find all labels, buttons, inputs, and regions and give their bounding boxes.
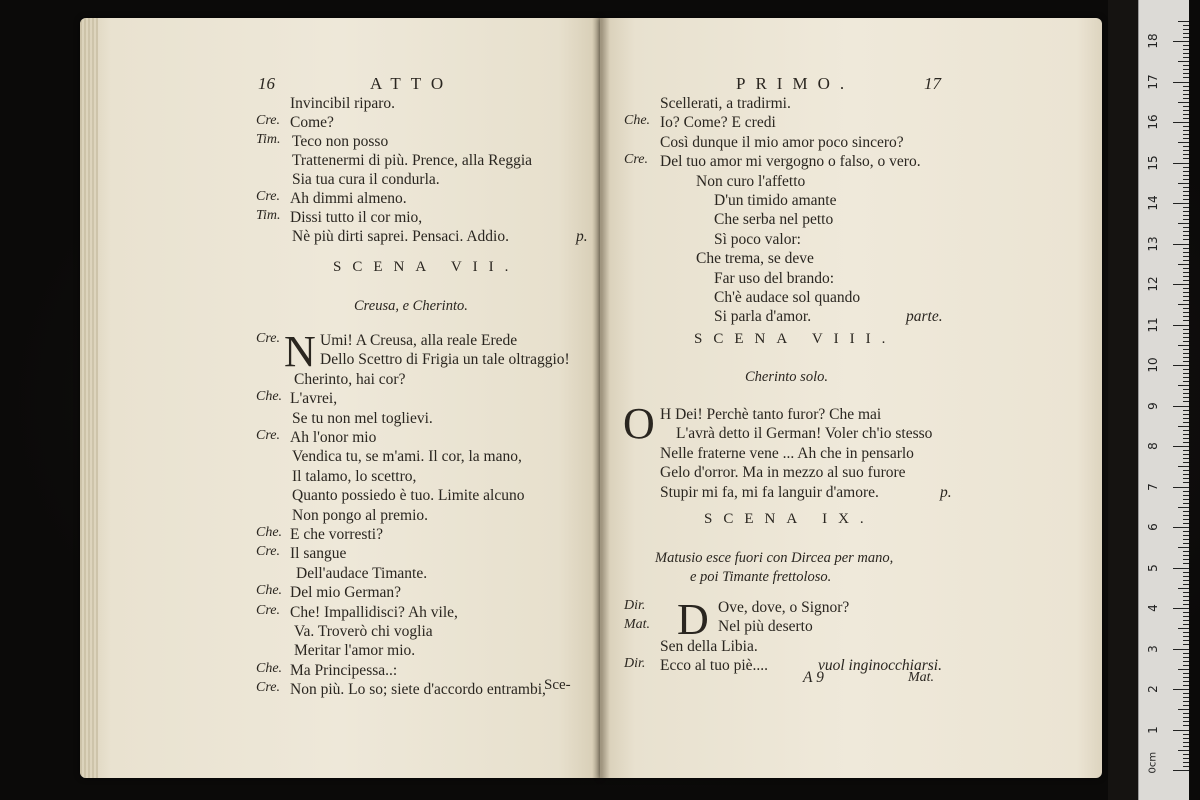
- ruler-number: 16: [1146, 114, 1160, 130]
- ruler-tick: [1183, 551, 1189, 552]
- ruler-tick: [1173, 730, 1189, 731]
- catchword-right: Mat.: [908, 670, 935, 685]
- verse-line: Sì poco valor:: [714, 230, 801, 248]
- ruler-tick: [1183, 333, 1189, 334]
- verse-line: D'un timido amante: [714, 192, 837, 209]
- ruler-tick: [1183, 584, 1189, 585]
- ruler-tick: [1183, 482, 1189, 483]
- ruler-tick: [1183, 653, 1189, 654]
- book-gutter: [592, 18, 610, 778]
- ruler-tick: [1183, 288, 1189, 289]
- ruler-tick: [1183, 478, 1189, 479]
- ruler-tick: [1178, 709, 1189, 710]
- stage-direction: vuol inginocchiarsi.: [818, 657, 942, 675]
- ruler-tick: [1183, 397, 1189, 398]
- ruler-tick: [1183, 717, 1189, 718]
- ruler-number: 6: [1146, 523, 1160, 531]
- verse-line: Cherinto, hai cor?: [294, 370, 406, 388]
- stage-direction: parte.: [906, 308, 943, 326]
- verse-line: L'avrei,: [290, 390, 338, 408]
- ruler-tick: [1183, 219, 1189, 220]
- scene-heading-viii: SCENA VIII.: [694, 331, 897, 347]
- ruler-tick: [1183, 539, 1189, 540]
- ruler-tick: [1183, 563, 1189, 564]
- ruler-tick: [1183, 361, 1189, 362]
- ruler-tick: [1183, 90, 1189, 91]
- speaker-label: Che.: [624, 113, 651, 129]
- ruler-number: 18: [1146, 33, 1160, 49]
- ruler-tick: [1183, 746, 1189, 747]
- ruler-number: 1: [1146, 725, 1160, 734]
- ruler-tick: [1183, 677, 1189, 678]
- ruler-tick: [1183, 580, 1189, 581]
- verse-line: Che serba nel petto: [714, 211, 834, 229]
- ruler-tick: [1183, 98, 1189, 99]
- ruler-tick: [1183, 65, 1189, 66]
- ruler-tick: [1183, 499, 1189, 500]
- ruler-number: 3: [1146, 644, 1160, 653]
- ruler-tick: [1183, 604, 1189, 605]
- ruler-tick: [1183, 519, 1189, 520]
- ruler-tick: [1183, 57, 1189, 58]
- ruler-tick: [1183, 252, 1189, 253]
- ruler-tick: [1183, 620, 1189, 621]
- ruler-tick: [1183, 713, 1189, 714]
- ruler-tick: [1183, 503, 1189, 504]
- ruler-tick: [1178, 304, 1189, 305]
- scene-heading-vii: SCENA VII.: [333, 259, 520, 275]
- ruler-tick: [1183, 199, 1189, 200]
- ruler-number: 17: [1146, 73, 1160, 90]
- speaker-label: Cre.: [256, 602, 280, 618]
- verse-line: Va. Troverò chi voglia: [294, 623, 433, 640]
- ruler-tick: [1183, 616, 1189, 617]
- ruler-tick: [1183, 572, 1189, 573]
- ruler-number: 12: [1146, 276, 1160, 292]
- ruler-tick: [1183, 705, 1189, 706]
- verse-line: Nè più dirti saprei. Pensaci. Addio.: [292, 228, 509, 245]
- speaker-label: Che.: [256, 660, 283, 676]
- ruler-tick: [1173, 41, 1189, 42]
- ruler-tick: [1183, 515, 1189, 516]
- ruler-tick: [1178, 345, 1189, 346]
- ruler-tick: [1173, 82, 1189, 83]
- ruler-tick: [1173, 568, 1189, 569]
- ruler-tick: [1183, 353, 1189, 354]
- ruler-tick: [1183, 734, 1189, 735]
- verse-line: E che vorresti?: [290, 526, 383, 543]
- ruler-tick: [1183, 721, 1189, 722]
- ruler-tick: [1183, 414, 1189, 415]
- verse-line: Invincibil riparo.: [290, 95, 396, 112]
- ruler-tick: [1183, 644, 1189, 645]
- scene-persons-vii: Creusa, e Cherinto.: [354, 298, 468, 314]
- speaker-label: Dir.: [624, 656, 646, 672]
- page-number-right: 17: [924, 74, 941, 93]
- ruler-tick: [1183, 401, 1189, 402]
- verse-line: Ah l'onor mio: [290, 429, 377, 446]
- ruler-tick: [1183, 693, 1189, 694]
- verse-line: Trattenermi di più. Prence, alla Reggia: [292, 152, 533, 169]
- ruler-tick: [1183, 495, 1189, 496]
- ruler-tick: [1183, 227, 1189, 228]
- ruler-tick: [1173, 689, 1189, 690]
- ruler-tick: [1178, 628, 1189, 629]
- ruler-tick: [1183, 207, 1189, 208]
- speaker-label: Cre.: [256, 544, 280, 560]
- ruler-tick: [1183, 239, 1189, 240]
- ruler-tick: [1173, 487, 1189, 488]
- ruler-tick: [1183, 29, 1189, 30]
- ruler-tick: [1178, 507, 1189, 508]
- catchword-left: Sce-: [544, 677, 571, 693]
- ruler-tick: [1178, 669, 1189, 670]
- ruler-tick: [1183, 256, 1189, 257]
- ruler-tick: [1183, 175, 1189, 176]
- speaker-label: Cre.: [256, 428, 280, 443]
- ruler-number: 15: [1146, 154, 1160, 171]
- ruler-tick: [1183, 377, 1189, 378]
- speaker-label: Cre.: [256, 189, 280, 204]
- ruler-tick: [1183, 665, 1189, 666]
- ruler-tick: [1183, 73, 1189, 74]
- ruler-number: 10: [1146, 357, 1160, 373]
- ruler-number: 5: [1146, 563, 1160, 572]
- ruler-tick: [1183, 701, 1189, 702]
- ruler-tick: [1183, 458, 1189, 459]
- speaker-label: Che.: [256, 525, 283, 540]
- verse-line: Ecco al tuo piè....: [660, 657, 769, 675]
- ruler-tick: [1183, 418, 1189, 419]
- verse-line: Nelle fraterne vene ... Ah che in pensarlo: [660, 444, 914, 462]
- ruler-tick: [1183, 280, 1189, 281]
- ruler-tick: [1173, 365, 1189, 366]
- ruler-tick: [1178, 21, 1189, 22]
- ruler-tick: [1183, 422, 1189, 423]
- ruler-tick: [1183, 211, 1189, 212]
- ruler-tick: [1183, 470, 1189, 471]
- ruler-tick: [1183, 430, 1189, 431]
- ruler-tick: [1183, 454, 1189, 455]
- page-edge: [80, 18, 98, 778]
- ruler-tick: [1173, 527, 1189, 528]
- ruler-tick: [1183, 296, 1189, 297]
- ruler-tick: [1173, 122, 1189, 123]
- speaker-label: Tim.: [256, 132, 281, 147]
- verse-line: Nel più deserto: [718, 618, 813, 636]
- signature-mark: A 9: [803, 669, 824, 686]
- ruler-tick: [1183, 697, 1189, 698]
- verse-line: Sen della Libia.: [660, 637, 758, 655]
- ruler-tick: [1178, 588, 1189, 589]
- stage-direction: p.: [940, 483, 952, 501]
- verse-line: Teco non posso: [292, 133, 389, 150]
- verse-line: Far uso del brando:: [714, 269, 835, 287]
- dropcap-n: N: [284, 327, 316, 376]
- ruler-number: 4: [1146, 604, 1160, 612]
- ruler-tick: [1183, 592, 1189, 593]
- ruler-tick: [1183, 158, 1189, 159]
- verse-line: Non più. Lo so; siete d'accordo entrambi,: [290, 681, 546, 699]
- verse-line: Vendica tu, se m'ami. Il cor, la mano,: [292, 448, 522, 466]
- ruler-tick: [1183, 53, 1189, 54]
- speaker-label: Cre.: [256, 680, 280, 696]
- ruler-tick: [1183, 766, 1189, 767]
- ruler-tick: [1173, 406, 1189, 407]
- ruler-number: 13: [1146, 235, 1160, 252]
- ruler-tick: [1173, 608, 1189, 609]
- speaker-label: Cre.: [256, 113, 280, 128]
- ruler-tick: [1173, 203, 1189, 204]
- ruler-tick: [1178, 61, 1189, 62]
- page-number-left: 16: [258, 74, 275, 93]
- ruler-tick: [1183, 114, 1189, 115]
- ruler-tick: [1183, 762, 1189, 763]
- ruler-tick: [1183, 179, 1189, 180]
- ruler-tick: [1178, 183, 1189, 184]
- ruler-tick: [1183, 25, 1189, 26]
- ruler-tick: [1183, 555, 1189, 556]
- ruler-tick: [1183, 316, 1189, 317]
- running-head-right: PRIMO.: [736, 74, 855, 93]
- ruler-number: 14: [1146, 195, 1160, 211]
- verse-line: Non pongo al premio.: [292, 506, 429, 524]
- verse-line: H Dei! Perchè tanto furor? Che mai: [660, 406, 882, 423]
- verse-line: Del tuo amor mi vergogno o falso, o vero.: [660, 153, 921, 171]
- ruler-tick: [1183, 337, 1189, 338]
- ruler-tick: [1183, 150, 1189, 151]
- ruler-tick: [1183, 272, 1189, 273]
- verse-line: Gelo d'orror. Ma in mezzo al suo furore: [660, 464, 906, 482]
- ruler-tick: [1183, 389, 1189, 390]
- verse-line: L'avrà detto il German! Voler ch'io stesso: [676, 425, 933, 443]
- scene-persons-ix-2: e poi Timante frettoloso.: [690, 569, 832, 585]
- verse-line: Ah dimmi almeno.: [290, 190, 407, 207]
- ruler-tick: [1183, 349, 1189, 350]
- ruler-tick: [1183, 45, 1189, 46]
- ruler-tick: [1178, 264, 1189, 265]
- speaker-label: Che.: [256, 583, 283, 599]
- ruler-tick: [1183, 77, 1189, 78]
- ruler-tick: [1183, 632, 1189, 633]
- verse-line: Meritar l'amor mio.: [294, 642, 416, 660]
- ruler-tick: [1183, 276, 1189, 277]
- ruler-tick: [1183, 754, 1189, 755]
- verse-line: Non curo l'affetto: [696, 172, 806, 190]
- ruler-tick: [1183, 69, 1189, 70]
- ruler-tick: [1183, 37, 1189, 38]
- verse-line: Dell'audace Timante.: [296, 564, 428, 582]
- verse-line: Ove, dove, o Signor?: [718, 599, 850, 616]
- ruler-tick: [1183, 33, 1189, 34]
- ruler-tick: [1173, 446, 1189, 447]
- ruler-tick: [1183, 535, 1189, 536]
- ruler-tick: [1178, 223, 1189, 224]
- verse-line: Dissi tutto il cor mio,: [290, 209, 423, 226]
- ruler-tick: [1178, 466, 1189, 467]
- ruler-tick: [1183, 106, 1189, 107]
- ruler-tick: [1183, 373, 1189, 374]
- ruler-tick: [1183, 312, 1189, 313]
- speaker-label: Mat.: [624, 617, 651, 633]
- ruler-tick: [1173, 325, 1189, 326]
- speaker-label: Che.: [256, 389, 283, 405]
- verse-line: Quanto possiedo è tuo. Limite alcuno: [292, 487, 525, 505]
- verse-line: Come?: [290, 114, 334, 131]
- verse-line: Dello Scettro di Frigia un tale oltraggio!: [320, 351, 570, 369]
- ruler-tick: [1178, 385, 1189, 386]
- ruler-tick: [1183, 511, 1189, 512]
- ruler-tick: [1183, 438, 1189, 439]
- verse-line: Che trema, se deve: [696, 250, 814, 268]
- scene-persons-ix-1: Matusio esce fuori con Dircea per mano,: [655, 550, 894, 566]
- ruler-tick: [1183, 673, 1189, 674]
- ruler-tick: [1183, 450, 1189, 451]
- ruler-tick: [1183, 86, 1189, 87]
- ruler-tick: [1183, 523, 1189, 524]
- ruler-tick: [1183, 410, 1189, 411]
- ruler-tick: [1173, 163, 1189, 164]
- ruler-tick: [1183, 134, 1189, 135]
- verse-line: Ma Principessa..:: [290, 661, 398, 679]
- ruler-tick: [1183, 329, 1189, 330]
- ruler-tick: [1178, 142, 1189, 143]
- ruler-tick: [1183, 231, 1189, 232]
- dropcap-d: D: [677, 595, 709, 644]
- verse-line: Se tu non mel toglievi.: [292, 409, 433, 427]
- stage-direction: p.: [576, 228, 588, 245]
- ruler-tick: [1173, 284, 1189, 285]
- ruler-tick: [1183, 195, 1189, 196]
- ruler-tick: [1183, 661, 1189, 662]
- ruler-tick: [1183, 543, 1189, 544]
- verse-line: Il talamo, lo scettro,: [292, 467, 417, 485]
- ruler-tick: [1183, 636, 1189, 637]
- ruler-number: 11: [1146, 316, 1160, 333]
- ruler-tick: [1183, 110, 1189, 111]
- ruler-tick: [1183, 681, 1189, 682]
- ruler-tick: [1183, 531, 1189, 532]
- ruler-tick: [1183, 320, 1189, 321]
- ruler-tick: [1183, 49, 1189, 50]
- ruler-tick: [1183, 191, 1189, 192]
- verse-line: Del mio German?: [290, 584, 402, 602]
- dropcap-o: O: [623, 399, 655, 448]
- ruler-tick: [1183, 292, 1189, 293]
- ruler-tick: [1183, 138, 1189, 139]
- ruler-tick: [1183, 742, 1189, 743]
- ruler-tick: [1183, 491, 1189, 492]
- ruler-tick: [1173, 244, 1189, 245]
- ruler-number: 9: [1146, 401, 1160, 410]
- ruler-unit-label: 0cm: [1147, 751, 1159, 774]
- ruler-tick: [1183, 187, 1189, 188]
- ruler-tick: [1183, 300, 1189, 301]
- ruler-tick: [1183, 657, 1189, 658]
- ruler-tick: [1183, 126, 1189, 127]
- verse-line: Stupir mi fa, mi fa languir d'amore.: [660, 483, 879, 501]
- ruler-tick: [1183, 130, 1189, 131]
- ruler-tick: [1183, 369, 1189, 370]
- ruler-tick: [1173, 649, 1189, 650]
- ruler-number: 7: [1146, 482, 1160, 491]
- ruler-tick: [1183, 215, 1189, 216]
- ruler-tick: [1183, 685, 1189, 686]
- ruler-tick: [1183, 434, 1189, 435]
- ruler-tick: [1178, 426, 1189, 427]
- verse-line: Ch'è audace sol quando: [714, 289, 861, 306]
- scene-persons-viii: Cherinto solo.: [745, 369, 828, 385]
- ruler-tick: [1183, 341, 1189, 342]
- ruler-tick: [1183, 94, 1189, 95]
- ruler-tick: [1183, 146, 1189, 147]
- ruler-tick: [1183, 268, 1189, 269]
- verse-line: Io? Come? E credi: [660, 114, 776, 132]
- ruler-tick: [1183, 758, 1189, 759]
- ruler-tick: [1183, 738, 1189, 739]
- ruler-tick: [1183, 624, 1189, 625]
- ruler-tick: [1183, 596, 1189, 597]
- ruler-tick: [1183, 357, 1189, 358]
- ruler-tick: [1183, 462, 1189, 463]
- ruler-tick: [1183, 171, 1189, 172]
- ruler-tick: [1178, 547, 1189, 548]
- ruler-tick: [1183, 612, 1189, 613]
- ruler-tick: [1178, 102, 1189, 103]
- ruler-tick: [1183, 725, 1189, 726]
- ruler-tick: [1183, 442, 1189, 443]
- ruler-number: 2: [1146, 685, 1160, 693]
- running-head-left: ATTO: [370, 74, 454, 93]
- verse-line: Che! Impallidisci? Ah vile,: [290, 603, 458, 621]
- ruler-tick: [1183, 576, 1189, 577]
- speaker-label: Tim.: [256, 208, 281, 223]
- ruler-tick: [1183, 600, 1189, 601]
- speaker-label: Cre.: [624, 152, 648, 168]
- ruler-tick: [1183, 559, 1189, 560]
- speaker-label: Cre.: [256, 331, 280, 346]
- ruler-tick: [1183, 260, 1189, 261]
- verse-line: Così dunque il mio amor poco sincero?: [660, 133, 904, 151]
- ruler-tick: [1183, 640, 1189, 641]
- ruler-tick: [1178, 750, 1189, 751]
- ruler-tick: [1183, 308, 1189, 309]
- ruler-tick: [1183, 167, 1189, 168]
- verse-line: Umi! A Creusa, alla reale Erede: [320, 332, 518, 349]
- verse-line: Si parla d'amor.: [714, 308, 812, 326]
- ruler-tick: [1173, 770, 1189, 771]
- ruler-number: 8: [1146, 442, 1160, 450]
- background-cloth: [1108, 0, 1138, 800]
- ruler-tick: [1183, 248, 1189, 249]
- verse-line: Il sangue: [290, 545, 347, 563]
- ruler-tick: [1183, 154, 1189, 155]
- ruler-tick: [1183, 381, 1189, 382]
- ruler-tick: [1183, 235, 1189, 236]
- speaker-label: Dir.: [624, 598, 646, 613]
- ruler-tick: [1183, 393, 1189, 394]
- verse-line: Sia tua cura il condurla.: [292, 171, 440, 188]
- scene-heading-ix: SCENA IX.: [704, 511, 875, 527]
- verse-line: Scellerati, a tradirmi.: [660, 95, 791, 112]
- measuring-ruler: [1138, 0, 1189, 800]
- ruler-tick: [1183, 474, 1189, 475]
- ruler-tick: [1183, 118, 1189, 119]
